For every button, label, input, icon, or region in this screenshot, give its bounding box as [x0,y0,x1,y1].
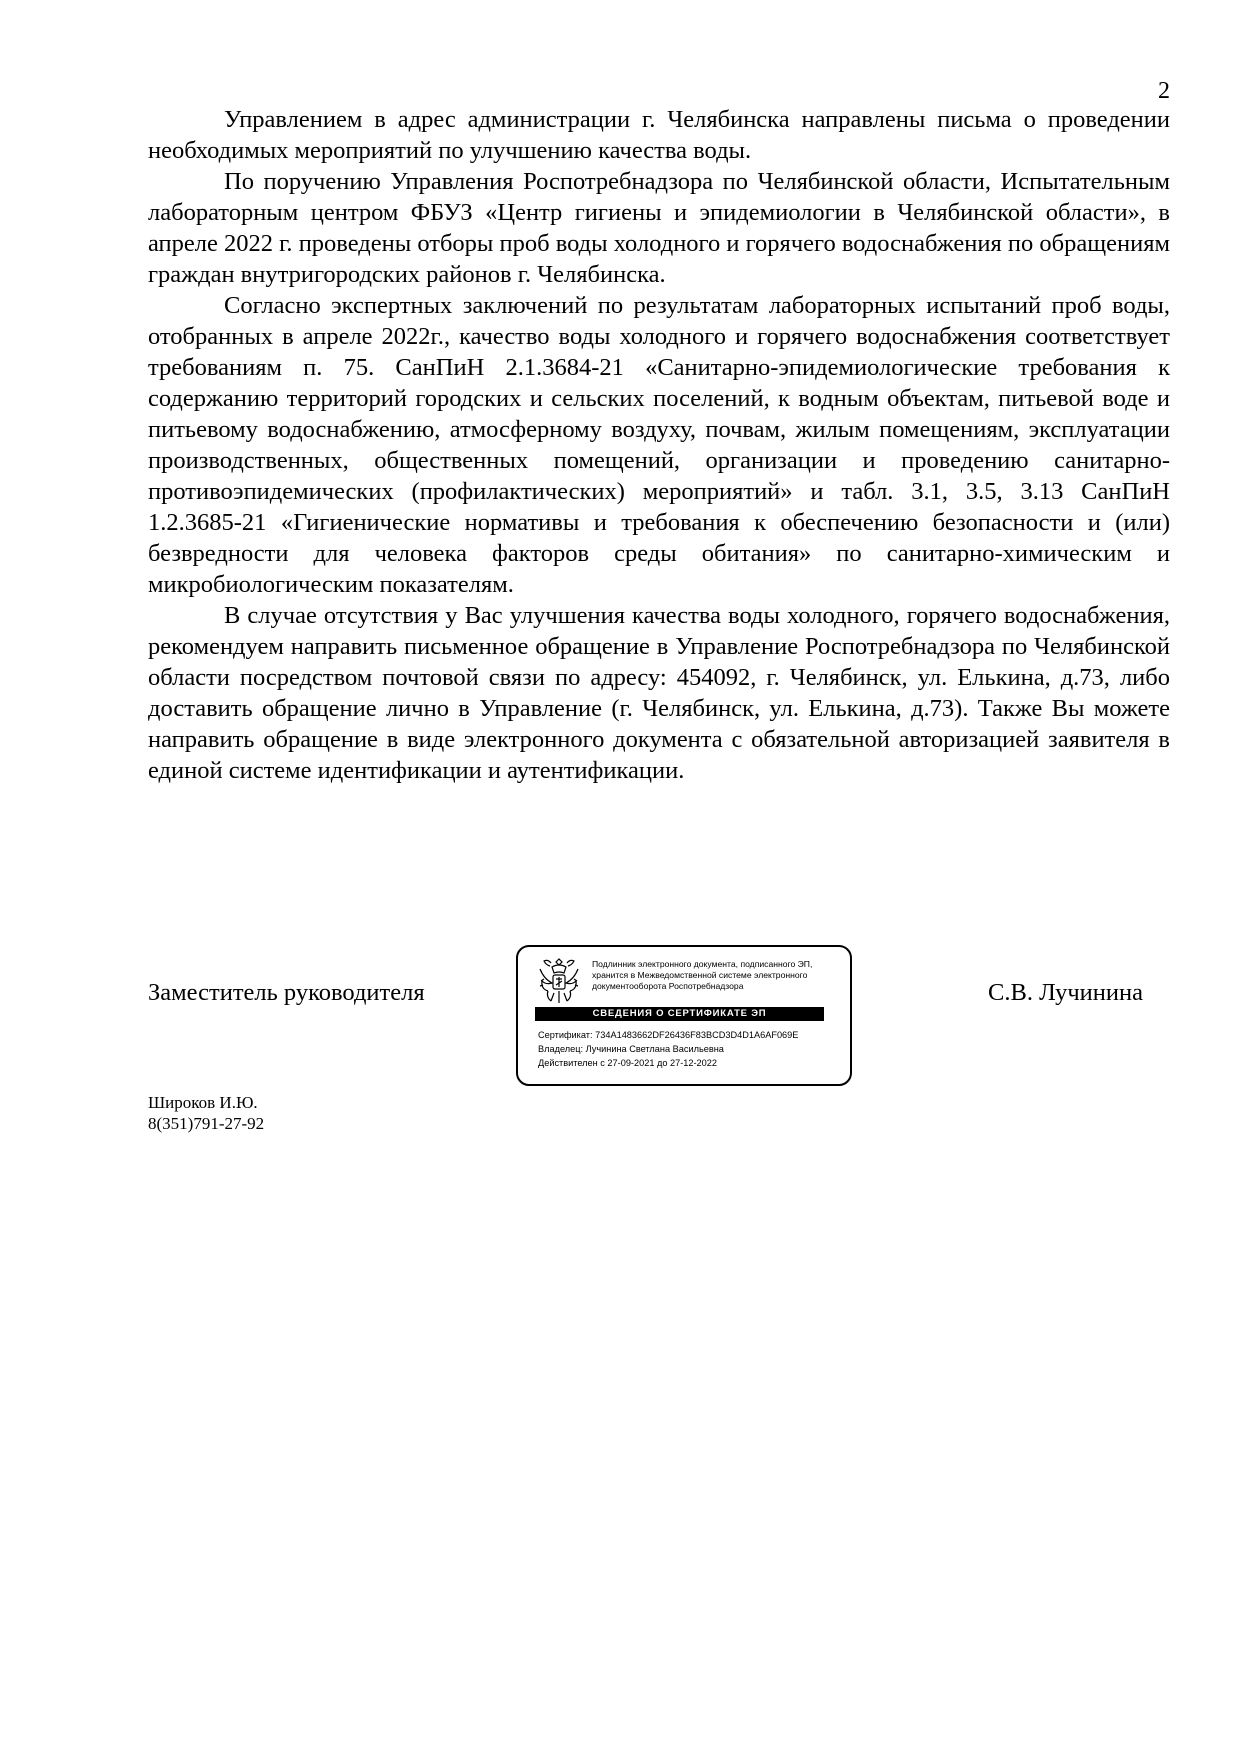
signatory-position: Заместитель руководителя [148,979,425,1006]
paragraph-2: По поручению Управления Роспотребнадзора по Челябинской области, Испытательным лабораторным центром ФБУЗ «Центр гигиены и эпидемиологии в Челябинской области», в апреле 2022 г. проведены отборы проб воды холодного и горячего водоснабжения по обращениям граждан внутригородских районов г. Челябинска. [148,168,1170,288]
paragraph-1: Управлением в адрес администрации г. Челябинска направлены письма о проведении необходимых мероприятий по улучшению качества воды. [148,106,1170,164]
certificate-details [538,1028,850,1070]
certificate-validity: Действителен с 27-09-2021 до 27-12-2022 [538,1058,717,1068]
certificate-owner: Владелец: Лучинина Светлана Васильевна [538,1044,724,1054]
letter-body [148,104,1170,786]
certificate-number: Сертификат: 734A1483662DF26436F83BCD3D4D1A6AF069E [538,1030,799,1040]
stamp-title-bar: СВЕДЕНИЯ О СЕРТИФИКАТЕ ЭП [535,1007,824,1021]
paragraph-4: В случае отсутствия у Вас улучшения качества воды холодного, горячего водоснабжения, рекомендуем направить письменное обращение в Управление Роспотребнадзора по Челябинской области посредством почтовой связи по адресу: 454092, г. Челябинск, ул. Елькина, д.73, либо доставить обращение лично в Управление (г. Челябинск, ул. Елькина, д.73). Также Вы можете направить обращение в виде электронного документа с обязательной авторизацией заявителя в единой системе идентификации и аутентификации. [148,602,1170,784]
stamp-heading: Подлинник электронного документа, подписанного ЭП, хранится в Межведомственной системе электронного документооборота Роспотребнадзора [592,959,813,991]
executor-name: Широков И.Ю. [148,1093,258,1112]
paragraph-3: Согласно экспертных заключений по результатам лабораторных испытаний проб воды, отобранных в апреле 2022г., качество воды холодного и горячего водоснабжения соответствует требованиям п. 75. СанПиН 2.1.3684-21 «Санитарно-эпидемиологические требования к содержанию территорий городских и сельских поселений, к водным объектам, питьевой воде и питьевому водоснабжению, атмосферному воздуху, почвам, жилым помещениям, эксплуатации производственных, общественных помещений, организации и проведению санитарно-противоэпидемических (профилактических) мероприятий» и табл. 3.1, 3.5, 3.13 СанПиН 1.2.3685-21 «Гигиенические нормативы и требования к обеспечению безопасности и (или) безвредности для человека факторов среды обитания» по санитарно-химическим и микробиологическим показателям. [148,292,1170,598]
e-signature-stamp [516,945,852,1086]
signatory-name: С.В. Лучинина [988,979,1143,1006]
coat-of-arms-icon [534,955,584,1007]
page-number: 2 [1158,78,1170,104]
executor-phone: 8(351)791-27-92 [148,1114,265,1133]
executor-block [148,1092,264,1134]
